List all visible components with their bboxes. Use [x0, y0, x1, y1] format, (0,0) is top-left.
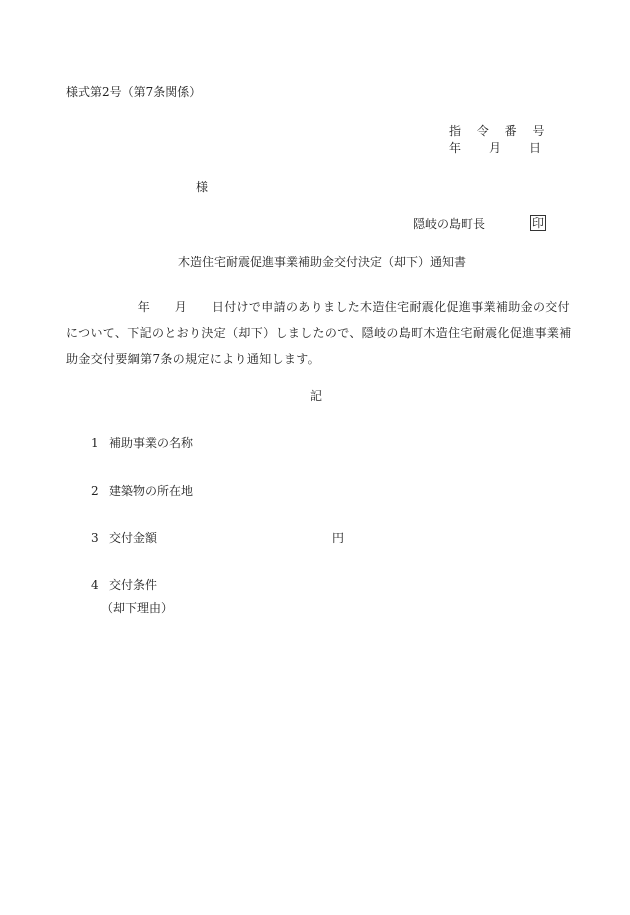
item-label: 補助事業の名称	[109, 436, 194, 450]
addressee-suffix: 様	[196, 180, 209, 194]
item-number: 4	[91, 578, 99, 592]
yen-unit: 円	[332, 531, 345, 545]
item-label: 交付金額	[109, 531, 158, 545]
body-line: 年 月 日付けで申請のありました木造住宅耐震化促進事業補助金の交付	[76, 300, 571, 314]
form-label: 様式第2号（第7条関係）	[66, 85, 202, 99]
item-project-name	[91, 437, 193, 449]
item-number: 3	[91, 531, 99, 545]
document-title: 木造住宅耐震促進事業補助金交付決定（却下）通知書	[178, 255, 467, 269]
issue-date	[449, 142, 541, 154]
directive-number-label: 指 令 番 号	[449, 124, 551, 138]
item-grant-amount	[91, 532, 157, 544]
date-year: 年	[449, 141, 462, 155]
body-line: 助金交付要綱第7条の規定により通知します。	[66, 352, 321, 366]
body-line: について、下記のとおり決定（却下）しましたので、隠岐の島町木造住宅耐震化促進事業補	[66, 326, 572, 340]
item-label: 建築物の所在地	[109, 484, 194, 498]
body-paragraph	[66, 294, 572, 372]
item-grant-conditions	[91, 579, 157, 591]
item-label: 交付条件	[109, 578, 158, 592]
item-building-location	[91, 485, 193, 497]
date-day: 日	[529, 141, 542, 155]
item-number: 1	[91, 436, 99, 450]
ki-heading: 記	[310, 389, 323, 403]
item-number: 2	[91, 484, 99, 498]
seal-icon: 印	[532, 216, 545, 230]
date-month: 月	[489, 141, 502, 155]
rejection-reason-label: （却下理由）	[101, 601, 174, 615]
issuer-name: 隠岐の島町長	[413, 217, 486, 231]
